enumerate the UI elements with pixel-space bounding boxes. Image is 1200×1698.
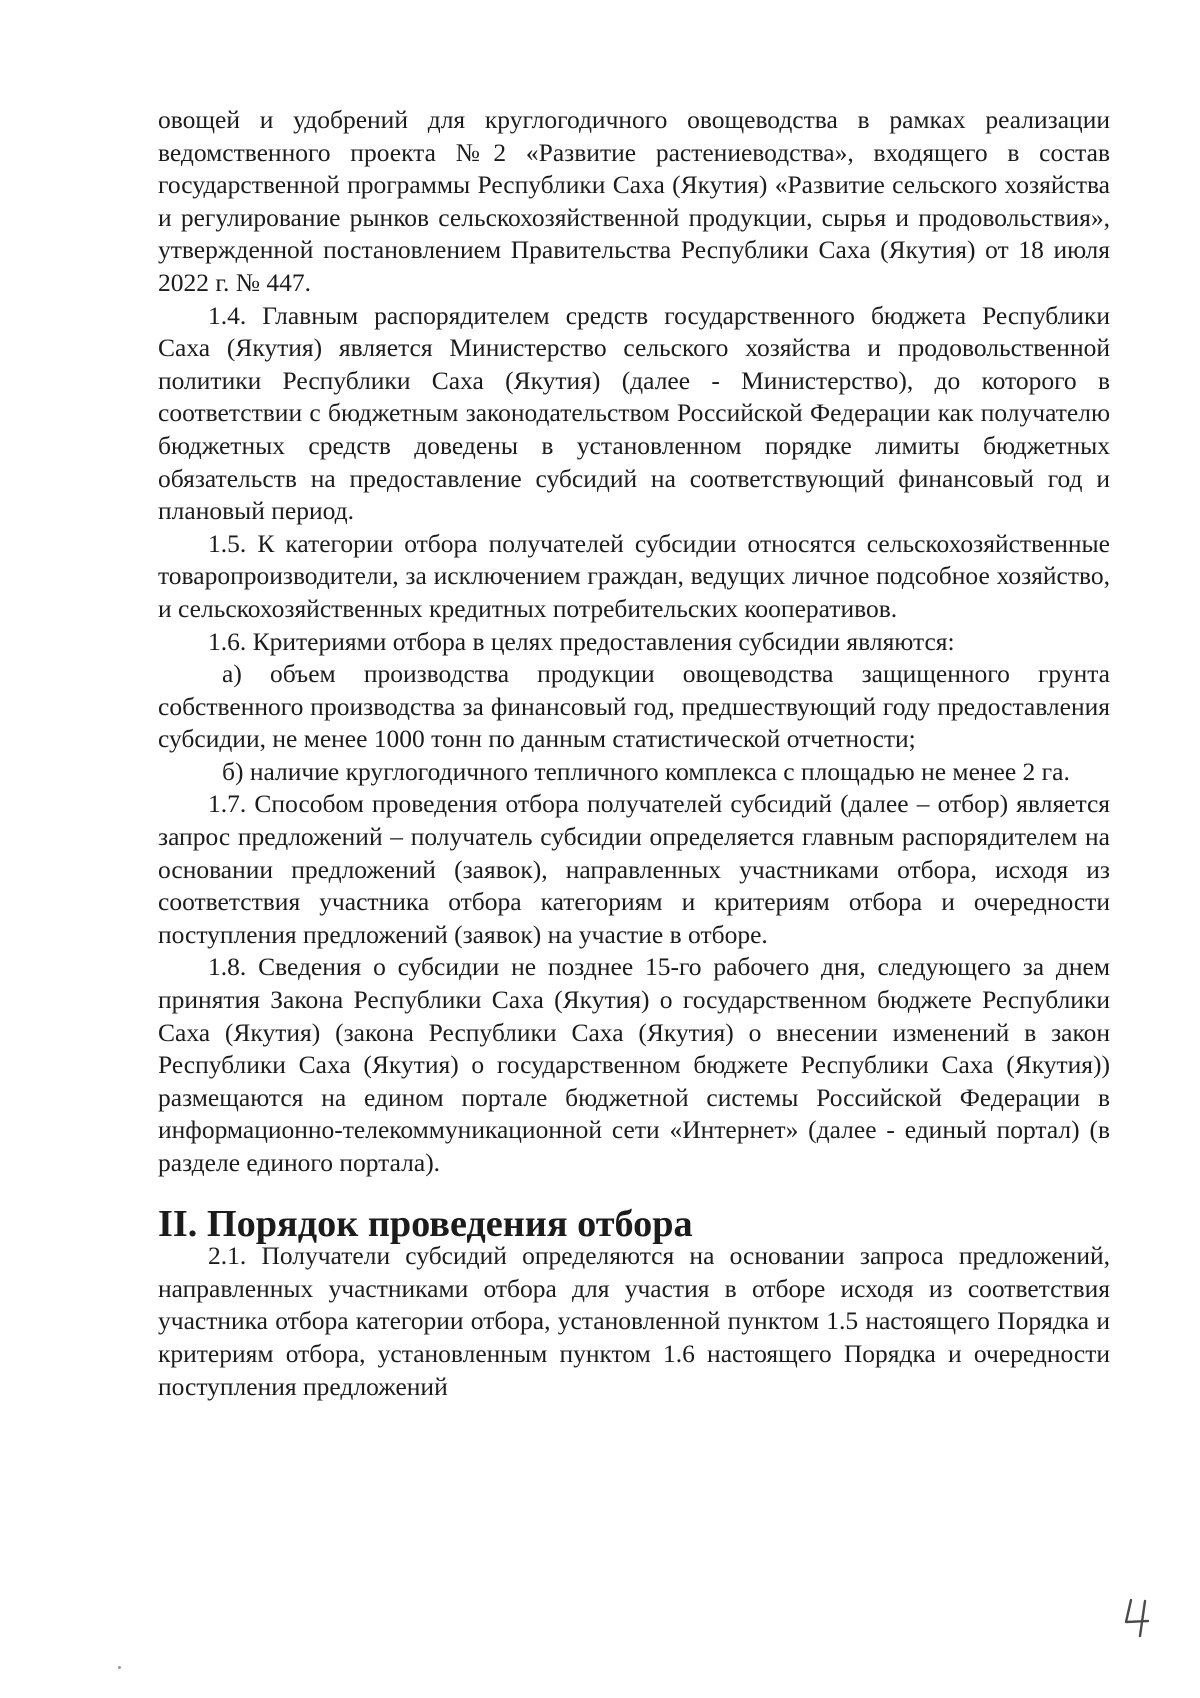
- criterion-a: а) объем производства продукции овощеводства защищенного грунта собственного производства за финансовый год, предшествующий году предоставления субсидии, не менее 1000 тонн по данным статистической отчетности;: [158, 659, 1110, 754]
- paragraph-1-5: 1.5. К категории отбора получателей субсидии относятся сельскохозяйственные товаропроизводители, за исключением граждан, ведущих личное подсобное хозяйство, и сельскохозяйственных кредитных потребительских кооперативов.: [158, 528, 1110, 623]
- handwritten-page-number: [1122, 1596, 1156, 1640]
- document-page: [158, 104, 1110, 1403]
- paragraph-continuation: овощей и удобрений для круглогодичного овощеводства в рамках реализации ведомственного проекта №2 «Развитие растениеводства», входящего в состав государственной программы Республики Саха (Якутия) «Развитие сельского хозяйства и регулирование рынков сельскохозяйственной продукции, сырья и продовольствия», утвержденной постановлением Правительства Республики Саха (Якутия) от 18 июля 2022 г. № 447.: [158, 105, 1110, 297]
- section-heading: II. Порядок проведения отбора: [158, 1202, 693, 1245]
- paragraph-1-8: 1.8. Сведения о субсидии не позднее 15-го рабочего дня, следующего за днем принятия Закона Республики Саха (Якутия) о государственном бюджете Республики Саха (Якутия) (закона Республики Саха (Якутия) о внесении изменений в закон Республики Саха (Якутия) о государственном бюджете Республики Саха (Якутия)) размещаются на едином портале бюджетной системы Российской Федерации в информационно-телекоммуникационной сети «Интернет» (далее - единый портал) (в разделе единого портала).: [158, 952, 1110, 1177]
- paragraph-2-1: 2.1. Получатели субсидий определяются на основании запроса предложений, направленных участниками отбора для участия в отборе исходя из соответствия участника отбора категории отбора, установленной пунктом 1.5 настоящего Порядка и критериям отбора, установленным пунктом 1.6 настоящего Порядка и очередности поступления предложений: [158, 1241, 1110, 1401]
- paragraph-1-6: 1.6. Критериями отбора в целях предоставления субсидии являются:: [208, 626, 955, 656]
- scan-speck: [118, 1666, 121, 1669]
- paragraph-1-4: 1.4. Главным распорядителем средств государственного бюджета Республики Саха (Якутия) является Министерство сельского хозяйства и продовольственной политики Республики Саха (Якутия) (далее - Министерство), до которого в соответствии с бюджетным законодательством Российской Федерации как получателю бюджетных средств доведены в установленном порядке лимиты бюджетных обязательств на предоставление субсидий на соответствующий финансовый год и плановый период.: [158, 300, 1110, 526]
- paragraph-1-7: 1.7. Способом проведения отбора получателей субсидий (далее – отбор) является запрос предложений – получатель субсидии определяется главным распорядителем на основании предложений (заявок), направленных участниками отбора, исходя из соответствия участника отбора категориям и критериям отбора и очередности поступления предложений (заявок) на участие в отборе.: [158, 789, 1110, 949]
- criterion-b: б) наличие круглогодичного тепличного комплекса с площадью не менее 2 га.: [222, 756, 1070, 786]
